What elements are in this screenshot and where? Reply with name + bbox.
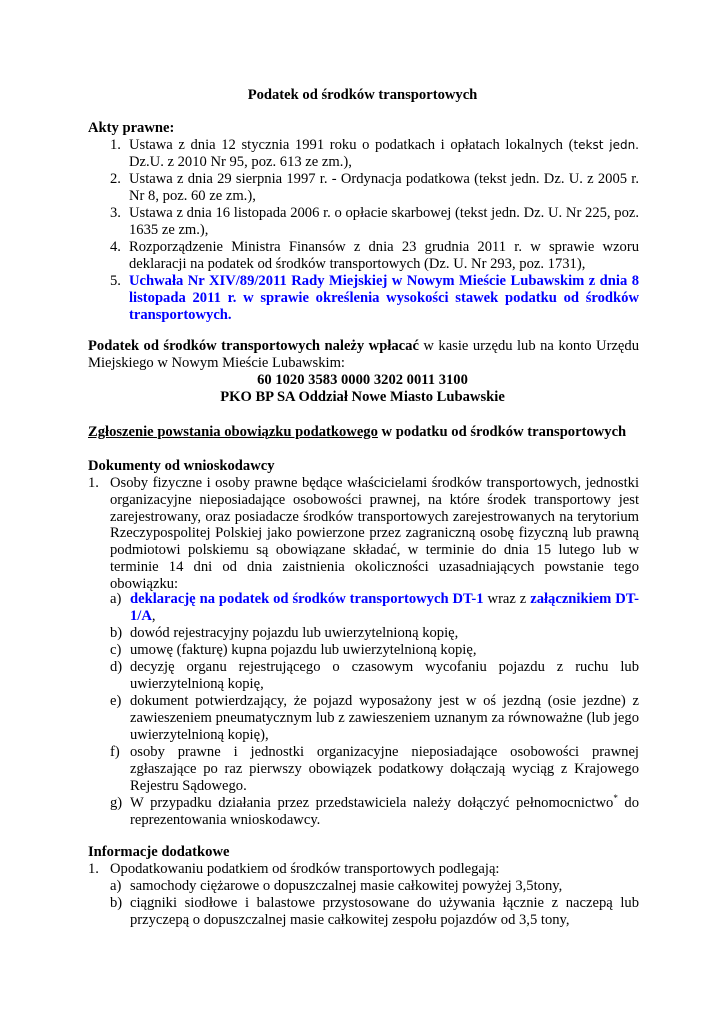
documents-heading: Dokumenty od wnioskodawcy (88, 458, 275, 474)
acts-item-3: 3. Ustawa z dnia 16 listopada 2006 r. o opłacie skarbowej (tekst jedn. Dz. U. Nr 225, poz. 1635 ze zm.), (110, 205, 639, 238)
bank-name: PKO BP SA Oddział Nowe Miasto Lubawskie (220, 389, 505, 405)
acts-item-4: 4. Rozporządzenie Ministra Finansów z dnia 23 grudnia 2011 r. w sprawie wzoru deklaracji na podatek od środków transportowych (Dz. U. Nr 293, poz. 1731), (110, 239, 639, 272)
documents-item-e: e) dokument potwierdzający, że pojazd wyposażony jest w oś jezdną (osie jezdne) z zawieszeniem pneumatycznym lub z zawieszeniem uznanym za równoważne (lub jego uwierzytelnioną kopię), (110, 693, 639, 743)
documents-item-1: 1. Osoby fizyczne i osoby prawne będące właścicielami środków transportowych, jednostki organizacyjne nieposiadające osobowości prawnej, na które środek transportowy jest zarejestrowany, oraz posiadacze środków transportowych zarejestrowanych na terytorium Rzeczypospolitej Polskiej jako powierzone przez zagraniczną osobę fizyczną lub prawną podmiotowi polskiemu są obowiązane składać, w terminie do dnia 15 lutego lub w terminie 14 dni od dnia zaistnienia okoliczności uzasadniających powstanie tego obowiązku: (88, 475, 639, 592)
resolution-link[interactable]: Uchwała Nr XIV/89/2011 Rady Miejskiej w Nowym Mieście Lubawskim z dnia 8 listopada 2011 r. w sprawie określenia wysokości stawek podatku od środków transportowych. (129, 273, 639, 323)
registration-heading: Zgłoszenie powstania obowiązku podatkowego w podatku od środków transportowych (88, 424, 627, 440)
info-item-b: b) ciągniki siodłowe i balastowe przystosowane do używania łącznie z naczepą lub przyczepą o dopuszczalnej masie całkowitej zespołu pojazdów od 3,5 tony, (110, 895, 639, 928)
page-title: Podatek od środków transportowych (247, 87, 478, 103)
documents-item-b: b) dowód rejestracyjny pojazdu lub uwierzytelnioną kopię, (110, 625, 459, 641)
documents-item-c: c) umowę (fakturę) kupna pojazdu lub uwierzytelnioną kopię, (110, 642, 477, 658)
declaration-dt1-link[interactable]: deklarację na podatek od środków transportowych DT-1 (130, 591, 484, 607)
info-item-1: 1. Opodatkowaniu podatkiem od środków transportowych podlegają: (88, 861, 500, 877)
documents-item-a[interactable]: a) deklarację na podatek od środków transportowych DT-1 wraz z załącznikiem DT-1/A, (110, 591, 639, 624)
list-number: 1. (110, 137, 121, 153)
documents-item-f: f) osoby prawne i jednostki organizacyjne nieposiadające osobowości prawnej zgłaszające po raz pierwszy obowiązek podatkowy dołączają wyciąg z Krajowego Rejestru Sądowego. (110, 744, 639, 794)
documents-item-d: d) decyzję organu rejestrującego o czasowym wycofaniu pojazdu z ruchu lub uwierzytelnioną kopię, (110, 659, 639, 692)
info-item-a: a) samochody ciężarowe o dopuszczalnej masie całkowitej powyżej 3,5tony, (110, 878, 563, 894)
info-heading: Informacje dodatkowe (88, 844, 230, 860)
payment-paragraph: Podatek od środków transportowych należy wpłacać w kasie urzędu lub na konto Urzędu Miejskiego w Nowym Mieście Lubawskim: (88, 338, 639, 371)
acts-item-1: 1. Ustawa z dnia 12 stycznia 1991 roku o podatkach i opłatach lokalnych (tekst jedn. Dz.U. z 2010 Nr 95, poz. 613 ze zm.), (110, 137, 639, 170)
bank-account-number: 60 1020 3583 0000 3202 0011 3100 (257, 372, 468, 388)
acts-item-5[interactable]: 5. Uchwała Nr XIV/89/2011 Rady Miejskiej w Nowym Mieście Lubawskim z dnia 8 listopada 2011 r. w sprawie określenia wysokości stawek podatku od środków transportowych. (110, 273, 639, 323)
acts-item-2: 2. Ustawa z dnia 29 sierpnia 1997 r. - Ordynacja podatkowa (tekst jedn. Dz. U. z 2005 r. Nr 8, poz. 60 ze zm.), (110, 171, 639, 204)
documents-item-g: g) W przypadku działania przez przedstawiciela należy dołączyć pełnomocnictwo* do reprezentowania wnioskodawcy. (110, 793, 639, 828)
attachment-dt1a-link[interactable]: załącznikiem DT-1/A (130, 591, 639, 624)
acts-heading: Akty prawne: (88, 120, 175, 136)
